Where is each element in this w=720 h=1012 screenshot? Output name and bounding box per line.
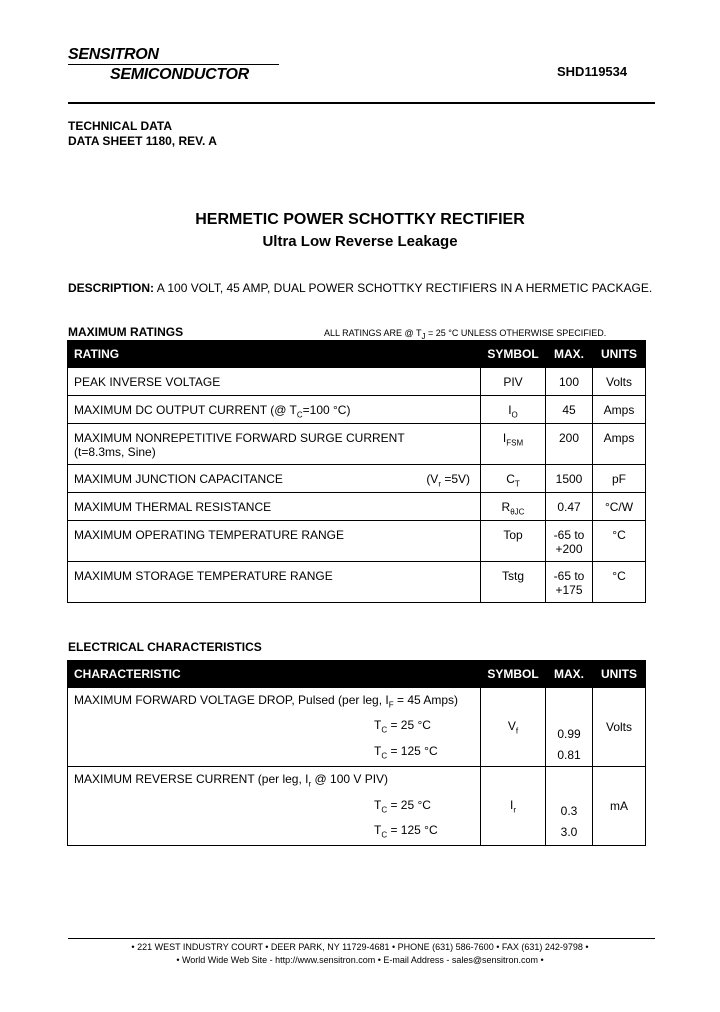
table-row	[68, 368, 646, 396]
max-line2: +200	[555, 542, 583, 556]
units: Volts	[605, 720, 632, 735]
units: Volts	[605, 375, 632, 389]
condition-2	[74, 741, 474, 766]
units: °C	[612, 569, 626, 583]
units: °C/W	[604, 500, 634, 514]
units: Amps	[603, 403, 635, 417]
rating-label	[74, 396, 474, 419]
note-sub: J	[421, 331, 426, 341]
symbol-text: I	[508, 403, 512, 417]
max-value: 1500	[555, 472, 583, 486]
units: pF	[611, 472, 626, 486]
label-text-post: = 45 Amps)	[393, 693, 459, 707]
cond-val: = 25 °C	[387, 718, 431, 733]
table-row	[68, 396, 646, 424]
cond-val: = 125 °C	[387, 743, 438, 758]
max-value: 0.47	[557, 500, 581, 514]
condition-1	[74, 715, 474, 740]
cond-sub: C	[381, 830, 388, 840]
max-value: 100	[558, 375, 580, 389]
cond-text: (V	[426, 472, 439, 486]
col-max: MAX.	[546, 341, 593, 368]
symbol-text: R	[501, 500, 511, 514]
cond-text-post: =5V)	[440, 472, 470, 486]
rating-label: MAXIMUM OPERATING TEMPERATURE RANGE	[74, 528, 345, 542]
label-text-post: @ 100 V PIV)	[311, 772, 389, 787]
units: mA	[610, 799, 628, 814]
rating-text: MAXIMUM DC OUTPUT CURRENT (@ T	[74, 403, 297, 417]
rating-label	[74, 424, 474, 459]
col-symbol: SYMBOL	[481, 661, 546, 688]
page-subtitle: Ultra Low Reverse Leakage	[262, 233, 458, 250]
cond-t: T	[374, 718, 382, 733]
table-header-row	[68, 661, 646, 688]
max-value: 200	[558, 431, 580, 445]
symbol	[487, 465, 539, 488]
symbol-sub: r	[513, 805, 516, 815]
col-characteristic: CHARACTERISTIC	[68, 661, 481, 688]
footer-rule	[68, 938, 655, 939]
max-values	[552, 801, 586, 845]
symbol-sub: FSM	[506, 438, 524, 448]
max-value: 45	[562, 403, 576, 417]
symbol	[487, 493, 539, 516]
description-text: A 100 VOLT, 45 AMP, DUAL POWER SCHOTTKY RECTIFIERS IN A HERMETIC PACKAGE.	[154, 281, 653, 295]
cond-sub: C	[381, 725, 388, 735]
symbol-sub: θJC	[510, 507, 525, 517]
rating-label	[74, 465, 474, 489]
cond-val: = 125 °C	[387, 822, 438, 837]
cond-sub: C	[381, 751, 388, 761]
table-row	[68, 562, 646, 603]
max-value-2: 3.0	[560, 825, 578, 840]
symbol: PIV	[503, 375, 523, 389]
note-text: ALL RATINGS ARE @ T	[324, 328, 422, 338]
symbol	[487, 424, 539, 447]
cond-t: T	[374, 822, 382, 837]
rating-text: MAXIMUM NONREPETITIVE FORWARD SURGE CURRENT	[74, 431, 405, 445]
table-row	[68, 688, 646, 767]
cond-val: = 25 °C	[387, 797, 431, 812]
max-line1: -65 to	[553, 528, 585, 542]
label-text: MAXIMUM REVERSE CURRENT (per leg, I	[74, 772, 309, 787]
rating-sub: C	[296, 410, 303, 420]
condition-1	[74, 795, 474, 820]
description	[68, 281, 652, 295]
max-ratings-table	[67, 340, 646, 603]
max-value-1: 0.3	[560, 804, 578, 819]
max-value	[552, 562, 586, 597]
logo-divider	[68, 64, 279, 65]
electrical-heading: ELECTRICAL CHARACTERISTICS	[68, 640, 262, 654]
characteristic-label	[74, 688, 474, 766]
table-row	[68, 767, 646, 846]
table-row	[68, 493, 646, 521]
cond-t: T	[374, 797, 382, 812]
max-ratings-note	[324, 328, 606, 341]
symbol-text: I	[509, 798, 514, 813]
max-values	[552, 724, 586, 766]
header-rule	[68, 102, 655, 104]
symbol-sub: T	[514, 479, 520, 489]
company-name-line1: SENSITRON	[68, 46, 159, 63]
rating-text-post: =100 °C)	[302, 403, 351, 417]
max-ratings-heading: MAXIMUM RATINGS	[68, 325, 184, 339]
electrical-table	[67, 660, 646, 846]
max-value	[552, 521, 586, 556]
rating-label: MAXIMUM STORAGE TEMPERATURE RANGE	[74, 569, 333, 583]
symbol: Top	[503, 528, 523, 542]
rating-text: MAXIMUM JUNCTION CAPACITANCE	[74, 472, 283, 486]
symbol-text: C	[506, 472, 515, 486]
symbol-text: I	[502, 431, 507, 445]
max-line2: +175	[555, 583, 583, 597]
rating-label: MAXIMUM THERMAL RESISTANCE	[74, 500, 272, 514]
col-units: UNITS	[593, 661, 646, 688]
col-max: MAX.	[546, 661, 593, 688]
cond-sub: C	[381, 804, 388, 814]
symbol-sub: f	[515, 726, 519, 736]
max-value-2: 0.81	[557, 748, 581, 763]
condition-2	[74, 820, 474, 845]
units: °C	[612, 528, 626, 542]
cond-t: T	[374, 743, 382, 758]
rating-label: PEAK INVERSE VOLTAGE	[74, 375, 221, 389]
note-text-post: = 25 °C UNLESS OTHERWISE SPECIFIED.	[425, 328, 607, 338]
max-line1: -65 to	[553, 569, 585, 583]
symbol	[487, 396, 539, 419]
table-row	[68, 424, 646, 465]
symbol: Tstg	[501, 569, 524, 583]
company-name-line2: SEMICONDUCTOR	[110, 66, 249, 83]
units: Amps	[603, 431, 635, 445]
symbol	[487, 719, 539, 735]
footer-web: • World Wide Web Site - http://www.sensitron.com • E-mail Address - sales@sensitron.com •	[176, 955, 544, 965]
label-sub: r	[308, 779, 312, 789]
technical-data-label: TECHNICAL DATA	[68, 119, 172, 133]
table-row	[68, 521, 646, 562]
rating-text-line2: (t=8.3ms, Sine)	[74, 445, 156, 459]
page-title: HERMETIC POWER SCHOTTKY RECTIFIER	[195, 211, 525, 228]
max-value-1: 0.99	[557, 727, 581, 742]
cond-sub: r	[438, 479, 441, 489]
part-number: SHD119534	[557, 64, 628, 79]
symbol	[487, 798, 539, 814]
table-header-row	[68, 341, 646, 368]
label-sub: F	[388, 700, 394, 710]
characteristic-label	[74, 767, 474, 845]
col-symbol: SYMBOL	[481, 341, 546, 368]
label-text: MAXIMUM FORWARD VOLTAGE DROP, Pulsed (per leg, I	[74, 693, 389, 707]
description-label: DESCRIPTION:	[68, 281, 155, 295]
rating-condition	[426, 472, 474, 488]
table-row	[68, 465, 646, 493]
symbol-sub: O	[511, 410, 518, 420]
symbol-text: V	[507, 718, 516, 733]
col-units: UNITS	[593, 341, 646, 368]
footer-address: • 221 WEST INDUSTRY COURT • DEER PARK, NY 11729-4681 • PHONE (631) 586-7600 • FAX (631) 242-9798 •	[131, 942, 589, 952]
data-sheet-revision: DATA SHEET 1180, REV. A	[68, 134, 217, 148]
col-rating: RATING	[68, 341, 481, 368]
